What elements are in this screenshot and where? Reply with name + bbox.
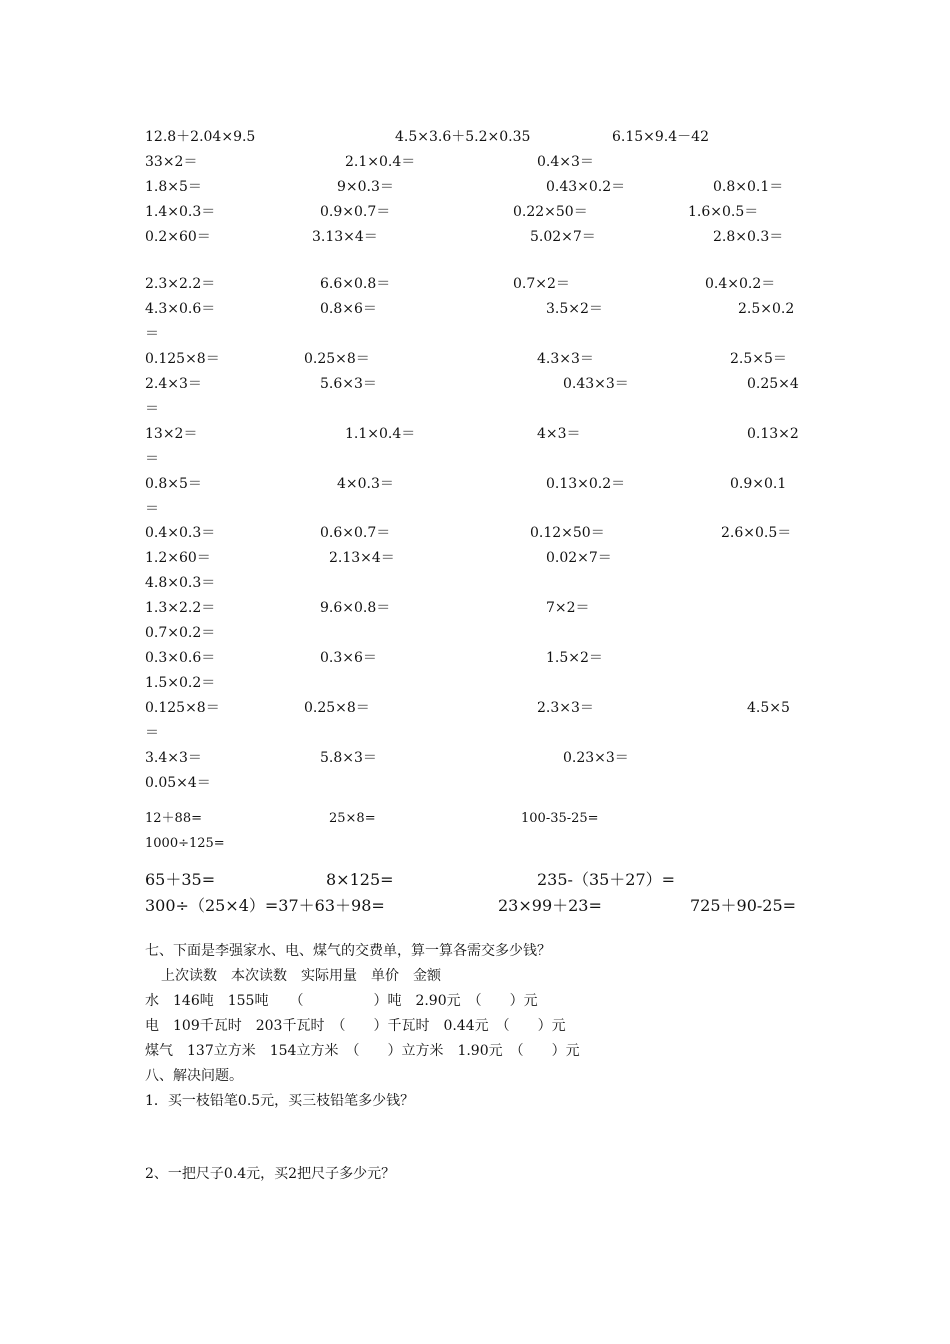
calc-item: 0.13×0.2＝	[546, 476, 626, 492]
calc-item: 4×0.3＝	[337, 476, 394, 492]
calc-item: 7×2＝	[546, 600, 590, 616]
calc-item: 1.8×5＝	[145, 179, 202, 195]
calc-item: 0.3×6＝	[320, 650, 377, 666]
calc-item: 2.3×3＝	[537, 700, 594, 716]
problem-2: 2、一把尺子0.4元，买2把尺子多少元？	[145, 1166, 396, 1182]
calc-item: 1.2×60＝	[145, 550, 211, 566]
calc-item: 9.6×0.8＝	[320, 600, 391, 616]
calc-item: 33×2＝	[145, 154, 198, 170]
calc-item: 5.02×7＝	[530, 229, 596, 245]
calc-item: 5.6×3＝	[320, 376, 377, 392]
calc-item: 12＋88=	[145, 811, 202, 826]
calc-item: 8×125=	[326, 870, 394, 889]
calc-item: 0.6×0.7＝	[320, 525, 391, 541]
calc-item: ＝	[145, 451, 159, 467]
section-7-title: 七、下面是李强家水、电、煤气的交费单，算一算各需交多少钱？	[145, 943, 551, 959]
calc-item: 3.5×2＝	[546, 301, 603, 317]
calc-item: 3.4×3＝	[145, 750, 202, 766]
calc-item: 1000÷125=	[145, 836, 225, 851]
calc-item: 12.8＋2.04×9.5	[145, 129, 256, 145]
calc-item: ＝	[145, 326, 159, 342]
calc-item: 1.5×2＝	[546, 650, 603, 666]
calc-item: 4.5×5	[747, 700, 790, 716]
calc-item: 300÷（25×4）=37＋63＋98=	[145, 896, 385, 915]
calc-item: 23×99＋23=	[498, 896, 602, 915]
calc-item: 0.25×8＝	[304, 700, 370, 716]
calc-item: 2.13×4＝	[329, 550, 395, 566]
calc-item: 725＋90-25=	[690, 896, 797, 915]
calc-item: 65＋35=	[145, 870, 216, 889]
calc-item: 2.3×2.2＝	[145, 276, 216, 292]
calc-item: 0.9×0.7＝	[320, 204, 391, 220]
calc-item: ＝	[145, 501, 159, 517]
calc-item: 0.8×6＝	[320, 301, 377, 317]
calc-item: 0.02×7＝	[546, 550, 612, 566]
calc-item: 1.5×0.2＝	[145, 675, 216, 691]
problem-1: 1．买一枝铅笔0.5元，买三枝铅笔多少钱？	[145, 1093, 415, 1109]
calc-item: 2.1×0.4＝	[345, 154, 416, 170]
calc-item: 0.2×60＝	[145, 229, 211, 245]
bill-row-electricity: 电 109千瓦时 203千瓦时 （ ）千瓦时 0.44元 （ ）元	[145, 1018, 566, 1034]
calc-item: 0.3×0.6＝	[145, 650, 216, 666]
calc-item: 6.15×9.4－42	[612, 129, 709, 145]
calc-item: ＝	[145, 401, 159, 417]
calc-item: 0.8×0.1＝	[713, 179, 784, 195]
calc-item: 0.4×0.3＝	[145, 525, 216, 541]
calc-item: 2.8×0.3＝	[713, 229, 784, 245]
bill-header: 上次读数 本次读数 实际用量 单价 金额	[161, 968, 441, 984]
calc-item: 1.1×0.4＝	[345, 426, 416, 442]
calc-item: 25×8=	[329, 811, 376, 826]
calc-item: ＝	[145, 725, 159, 741]
calc-item: 0.8×5＝	[145, 476, 202, 492]
calc-item: 4.5×3.6＋5.2×0.35	[395, 129, 531, 145]
calc-item: 2.6×0.5＝	[721, 525, 792, 541]
calc-item: 0.7×2＝	[513, 276, 570, 292]
calc-item: 0.25×4	[747, 376, 799, 392]
calc-item: 4×3＝	[537, 426, 581, 442]
calc-item: 0.43×0.2＝	[546, 179, 626, 195]
calc-item: 2.4×3＝	[145, 376, 202, 392]
bill-row-water: 水 146吨 155吨 （ ）吨 2.90元 （ ）元	[145, 993, 538, 1009]
calc-item: 2.5×0.2	[738, 301, 795, 317]
calc-item: 1.4×0.3＝	[145, 204, 216, 220]
calc-item: 0.125×8＝	[145, 351, 220, 367]
calc-item: 1.3×2.2＝	[145, 600, 216, 616]
calc-item: 235-（35＋27）=	[537, 870, 676, 889]
calc-item: 0.22×50＝	[513, 204, 588, 220]
calc-item: 5.8×3＝	[320, 750, 377, 766]
calc-item: 4.8×0.3＝	[145, 575, 216, 591]
calc-item: 6.6×0.8＝	[320, 276, 391, 292]
calc-item: 0.7×0.2＝	[145, 625, 216, 641]
calc-item: 2.5×5＝	[730, 351, 787, 367]
calc-item: 0.4×3＝	[537, 154, 594, 170]
calc-item: 4.3×3＝	[537, 351, 594, 367]
calc-item: 1.6×0.5＝	[688, 204, 759, 220]
calc-item: 0.4×0.2＝	[705, 276, 776, 292]
calc-item: 100-35-25=	[521, 811, 599, 826]
calc-item: 0.05×4＝	[145, 775, 211, 791]
section-8-title: 八、解决问题。	[145, 1068, 243, 1084]
calc-item: 0.125×8＝	[145, 700, 220, 716]
calc-item: 3.13×4＝	[312, 229, 378, 245]
calc-item: 13×2＝	[145, 426, 198, 442]
calc-item: 0.9×0.1	[730, 476, 787, 492]
calc-item: 0.13×2	[747, 426, 799, 442]
calc-item: 9×0.3＝	[337, 179, 394, 195]
calc-item: 0.43×3＝	[563, 376, 629, 392]
calc-item: 0.23×3＝	[563, 750, 629, 766]
calc-item: 0.25×8＝	[304, 351, 370, 367]
calc-item: 4.3×0.6＝	[145, 301, 216, 317]
calc-item: 0.12×50＝	[530, 525, 605, 541]
bill-row-gas: 煤气 137立方米 154立方米 （ ）立方米 1.90元 （ ）元	[145, 1043, 580, 1059]
